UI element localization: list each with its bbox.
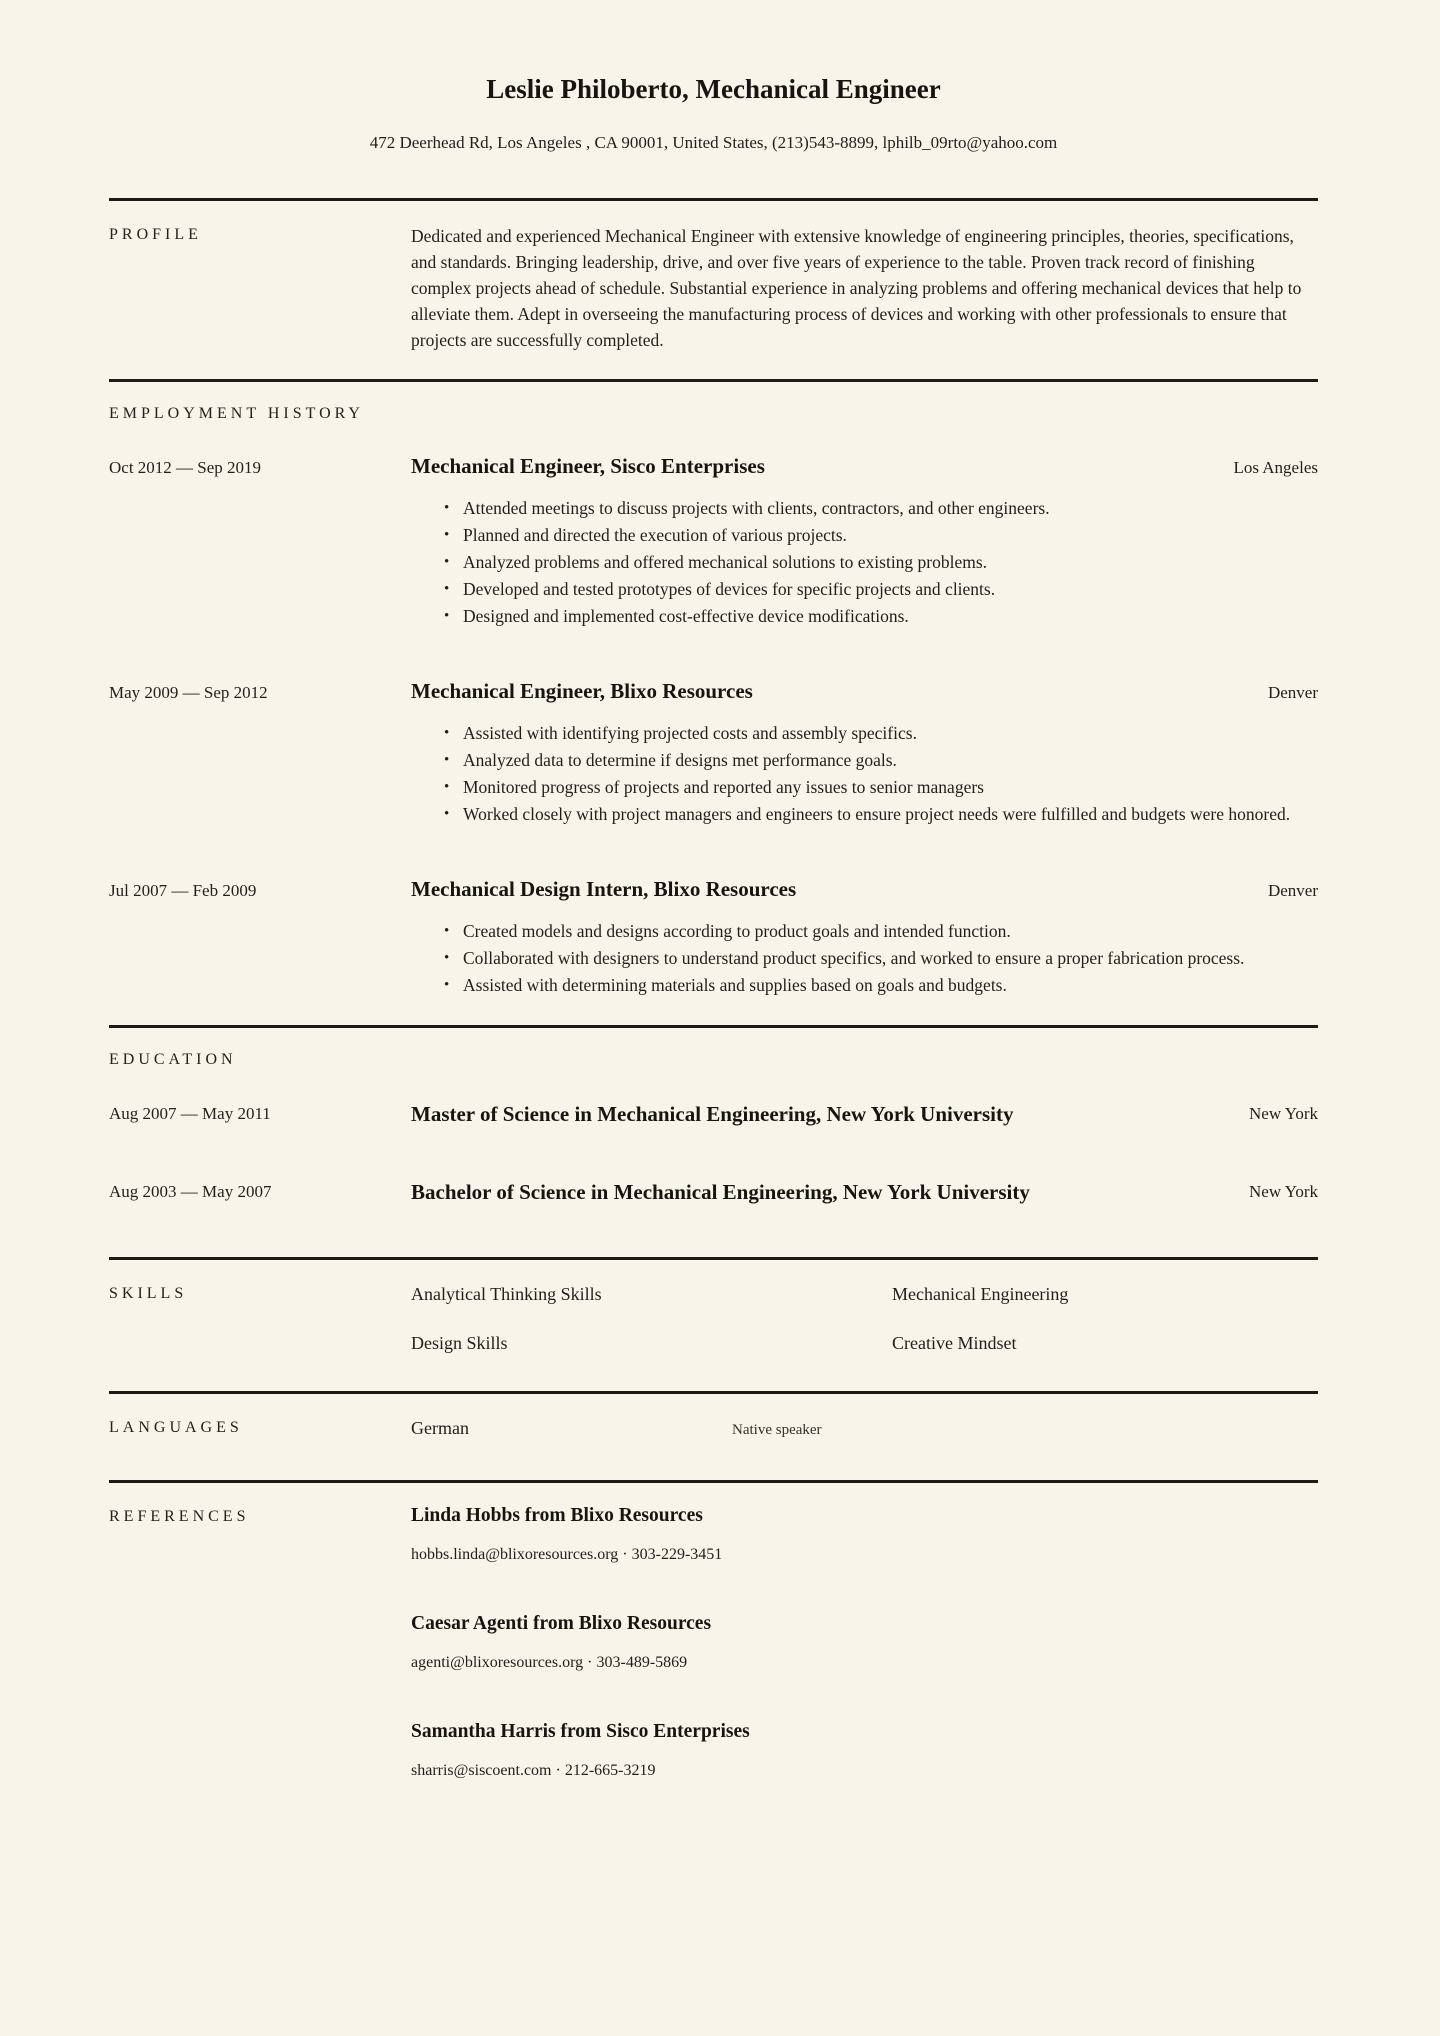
education-entry <box>109 1175 1318 1209</box>
skill-item: Analytical Thinking Skills <box>411 1284 602 1304</box>
job-dates: Oct 2012 — Sep 2019 <box>109 458 262 477</box>
skill-item: Mechanical Engineering <box>892 1284 1069 1304</box>
profile-text: Dedicated and experienced Mechanical Engineer with extensive knowledge of engineering principles, theories, specifications, and standards. Bringing leadership, drive, and over five years of experience to the table. Proven track record of finishing complex projects ahead of schedule. Substantial experience in analyzing problems and offering mechanical devices that help to alleviate them. Adept in overseeing the manufacturing process of devices and working with other professionals to ensure that projects are successfully completed. <box>411 226 1302 350</box>
job-bullet: • Planned and directed the execution of various projects. <box>411 522 1318 549</box>
references-section <box>109 1483 1318 1781</box>
reference-entry <box>411 1719 1318 1781</box>
education-location: New York <box>1249 1104 1318 1123</box>
reference-contact: sharris@siscoent.com · 212-665-3219 <box>411 1762 656 1779</box>
job-title: Mechanical Design Intern, Blixo Resources <box>411 877 797 901</box>
languages-section-label: LANGUAGES <box>109 1419 243 1436</box>
education-section <box>109 1028 1318 1209</box>
education-entry <box>109 1097 1318 1131</box>
education-dates: Aug 2003 — May 2007 <box>109 1182 272 1201</box>
job-content <box>411 874 1318 999</box>
reference-contact: hobbs.linda@blixoresources.org · 303-229-3451 <box>411 1546 723 1563</box>
skills-list <box>411 1280 1318 1355</box>
job-entry <box>109 874 1318 999</box>
job-head <box>411 874 1318 904</box>
language-row <box>411 1414 1318 1440</box>
job-location: Los Angeles <box>1233 458 1318 477</box>
reference-name: Linda Hobbs from Blixo Resources <box>411 1505 703 1526</box>
job-bullet: • Assisted with determining materials and supplies based on goals and budgets. <box>411 972 1318 999</box>
job-bullet: • Developed and tested prototypes of devices for specific projects and clients. <box>411 576 1318 603</box>
contact-line: 472 Deerhead Rd, Los Angeles , CA 90001, United States, (213)543-8899, lphilb_09rto@yahoo.com <box>369 133 1058 152</box>
skills-section <box>109 1260 1318 1355</box>
language-name: German <box>411 1418 469 1438</box>
languages-section <box>109 1394 1318 1440</box>
job-location: Denver <box>1267 881 1318 900</box>
education-content <box>411 1097 1318 1131</box>
reference-name: Caesar Agenti from Blixo Resources <box>411 1613 712 1634</box>
education-dates: Aug 2007 — May 2011 <box>109 1104 271 1123</box>
references-list <box>411 1477 1318 1781</box>
education-head <box>411 1175 1318 1209</box>
job-bullet: • Worked closely with project managers and engineers to ensure project needs were fulfilled and budgets were honored. <box>411 801 1318 828</box>
education-heading <box>109 1028 1318 1071</box>
job-entry <box>109 451 1318 630</box>
job-bullet: • Attended meetings to discuss projects with clients, contractors, and other engineers. <box>411 495 1318 522</box>
job-bullet: • Collaborated with designers to understand product specifics, and worked to ensure a proper fabrication process. <box>411 945 1318 972</box>
job-bullet: • Designed and implemented cost-effective device modifications. <box>411 603 1318 630</box>
education-section-label: EDUCATION <box>109 1051 237 1068</box>
job-bullet: • Monitored progress of projects and reported any issues to senior managers <box>411 774 1318 801</box>
job-dates: May 2009 — Sep 2012 <box>109 683 268 702</box>
profile-section <box>109 201 1318 353</box>
degree-title: Bachelor of Science in Mechanical Engineering, New York University <box>411 1180 1030 1204</box>
job-content <box>411 451 1318 630</box>
resume-header <box>109 72 1318 154</box>
job-content <box>411 676 1318 828</box>
reference-entry <box>411 1503 1318 1565</box>
reference-entry <box>411 1611 1318 1673</box>
job-head <box>411 451 1318 481</box>
job-bullet: • Analyzed data to determine if designs met performance goals. <box>411 747 1318 774</box>
job-bullets <box>411 495 1318 630</box>
skills-section-label: SKILLS <box>109 1285 188 1302</box>
job-title: Mechanical Engineer, Blixo Resources <box>411 679 753 703</box>
job-bullets <box>411 720 1318 828</box>
reference-contact: agenti@blixoresources.org · 303-489-5869 <box>411 1654 688 1671</box>
references-section-label: REFERENCES <box>109 1508 250 1525</box>
job-entry <box>109 676 1318 828</box>
job-title: Mechanical Engineer, Sisco Enterprises <box>411 454 765 478</box>
employment-heading <box>109 382 1318 425</box>
job-head <box>411 676 1318 706</box>
job-dates: Jul 2007 — Feb 2009 <box>109 881 257 900</box>
language-level: Native speaker <box>732 1422 822 1438</box>
job-bullet: • Analyzed problems and offered mechanical solutions to existing problems. <box>411 549 1318 576</box>
employment-section-label: EMPLOYMENT HISTORY <box>109 405 364 422</box>
education-location: New York <box>1249 1182 1318 1201</box>
employment-section <box>109 382 1318 999</box>
job-bullet: • Created models and designs according to product goals and intended function. <box>411 918 1318 945</box>
profile-section-label: PROFILE <box>109 226 202 243</box>
job-location: Denver <box>1267 683 1318 702</box>
job-bullets <box>411 918 1318 999</box>
job-bullet: • Assisted with identifying projected costs and assembly specifics. <box>411 720 1318 747</box>
candidate-name: Leslie Philoberto, Mechanical Engineer <box>486 74 941 104</box>
education-content <box>411 1175 1318 1209</box>
skill-item: Design Skills <box>411 1333 508 1353</box>
education-head <box>411 1097 1318 1131</box>
skill-item: Creative Mindset <box>892 1333 1017 1353</box>
reference-name: Samantha Harris from Sisco Enterprises <box>411 1721 750 1742</box>
degree-title: Master of Science in Mechanical Engineering, New York University <box>411 1102 1014 1126</box>
